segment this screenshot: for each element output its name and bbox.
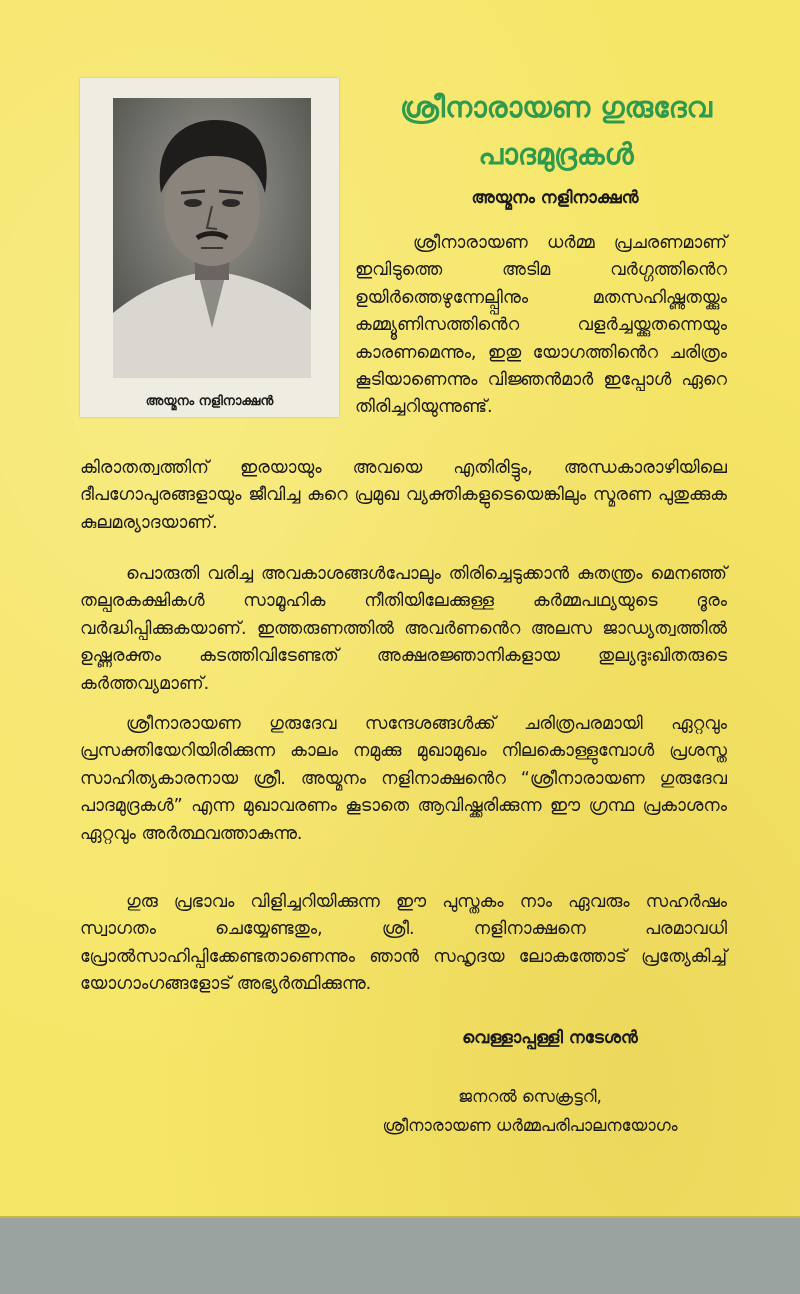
paragraph-1-continued: കിരാതത്വത്തിന് ഇരയായും അവയെ എതിരിട്ടും, അന്ധകാരാഴിയിലെ ദീപഗോപുരങ്ങളായും ജീവിച്ച കുറെ പ്രമുഖ വ്യക്തികളുടെയെങ്കിലും സ്മരണ പുതുക്കുക കുലമര്യാദയാണ്. (80, 458, 727, 533)
page-title (370, 84, 742, 178)
author-name: അയ്മനം നളിനാക്ഷൻ (471, 188, 639, 208)
paragraph-2: പൊരുതി വരിച്ച അവകാശങ്ങൾപോലും തിരിച്ചെടുക്കാൻ കുതന്ത്രം മെനഞ്ഞ് തല്പരകക്ഷികൾ സാമൂഹിക നീതിയിലേക്കുള്ള കർമ്മപഥ്യയുടെ ദൂരം വർദ്ധിപ്പിക്കുകയാണ്. ഇത്തരുണത്തിൽ അവർണൻെറ അലസ ജാഡ്യത്വത്തിൽ ഉഷ്ണരക്തം കടത്തിവിടേണ്ടത് അക്ഷരജ്ഞാനികളായ തുല്യദുഃഖിതരുടെ കർത്തവ്യമാണ്. (80, 564, 727, 694)
title-line-2: പാദമുദ്രകൾ (478, 137, 634, 171)
title-line-1: ശ്രീനാരായണ ഗുരുദേവ (400, 90, 712, 124)
signature-title: ജനറൽ സെക്രട്ടറി, (458, 1087, 602, 1106)
author-photo (113, 98, 311, 378)
photo-caption: അയ്മനം നളിനാക്ഷൻ (145, 394, 274, 409)
paragraph-4: ഗുരു പ്രഭാവം വിളിച്ചറിയിക്കുന്ന ഈ പുസ്തകം നാം ഏവരും സഹർഷം സ്വാഗതം ചെയ്യേണ്ടതും, ശ്രീ. നളിനാക്ഷനെ പരമാവധി പ്രോൽസാഹിപ്പിക്കേണ്ടതാണെന്നും ഞാൻ സഹൃദയ ലോകത്തോട് പ്രത്യേകിച്ച് യോഗാംഗങ്ങളോട് അഭ്യർത്ഥിക്കുന്നു. (80, 892, 727, 995)
paragraph-3: ശ്രീനാരായണ ഗുരുദേവ സന്ദേശങ്ങൾക്ക് ചരിത്രപരമായി ഏറ്റവും പ്രസക്തിയേറിയിരിക്കുന്ന കാലം നമുക്കു മുഖാമുഖം നിലകൊള്ളുമ്പോൾ പ്രശസ്ത സാഹിത്യകാരനായ ശ്രീ. അയ്മനം നളിനാക്ഷൻെറ “ശ്രീനാരായണ ഗുരുദേവ പാദമുദ്രകൾ” എന്ന മുഖാവരണം കൂടാതെ ആവിഷ്ക്കരിക്കുന്ന ഈ ഗ്രന്ഥ പ്രകാശനം ഏറ്റവും അർത്ഥവത്താകുന്നു. (80, 714, 727, 844)
paragraph-1: ശ്രീനാരായണ ധർമ്മ പ്രചരണമാണ് ഇവിടുത്തെ അടിമ വർഗ്ഗത്തിൻെറ ഉയിർത്തെഴുന്നേല്പ്പിനും മതസഹിഷ്ണുതയ്ക്കും കമ്മ്യൂണിസത്തിൻെറ വളർച്ചയ്ക്കുതന്നെയും കാരണമെന്നും, ഇതു യോഗത്തിൻെറ ചരിത്രം കൂടിയാണെന്നും വിജ്ഞൻമാർ ഇപ്പോൾ ഏറെ തിരിച്ചറിയുന്നുണ്ട്. (355, 233, 727, 418)
author-photo-card (80, 78, 339, 417)
portrait-image (113, 98, 311, 378)
signature-block (330, 1082, 730, 1140)
signature-organization: ശ്രീനാരായണ ധർമ്മപരിപാലനയോഗം (382, 1116, 678, 1135)
signature-name: വെള്ളാപ്പള്ളി നടേശൻ (462, 1028, 638, 1048)
